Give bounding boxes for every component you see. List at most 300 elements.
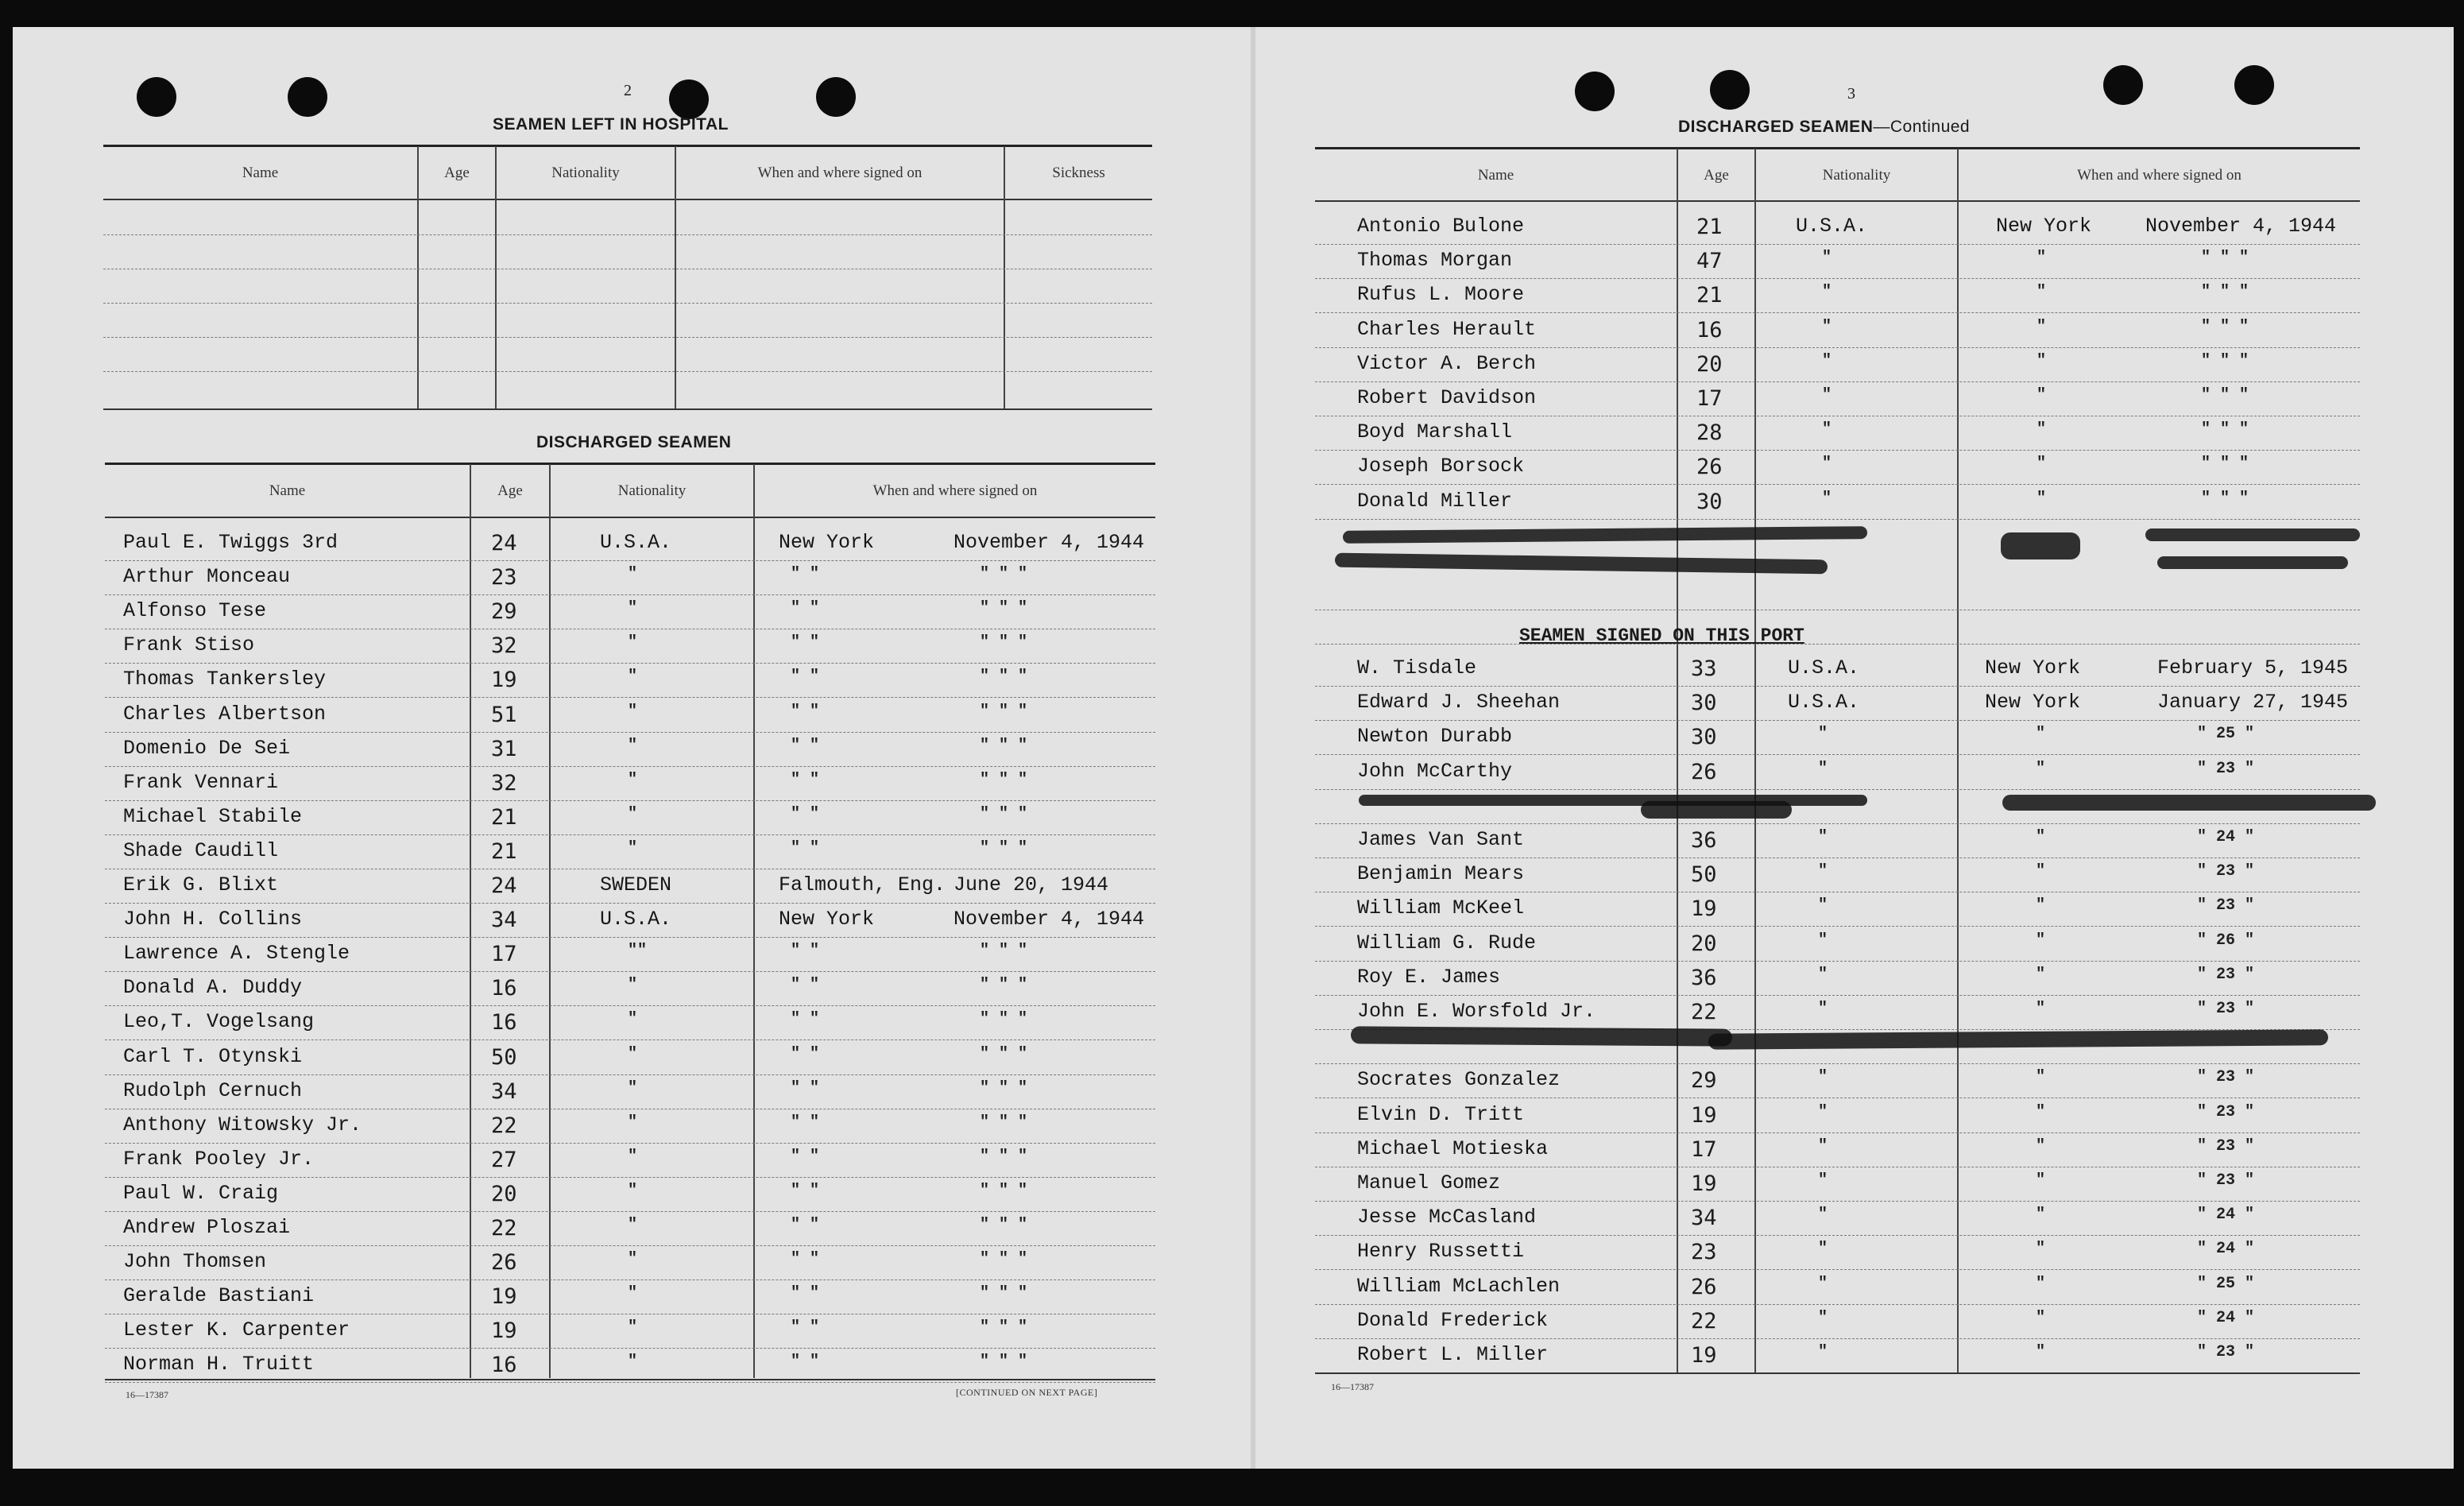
right-col-divider — [1957, 149, 1959, 1372]
discharged-header-signed-on: When and where signed on — [872, 482, 1038, 499]
punch-hole-icon — [1710, 70, 1750, 110]
signed-on-place: " — [2037, 249, 2047, 268]
page-fold — [1251, 27, 1255, 1469]
row-line — [105, 1245, 1155, 1246]
seaman-name: John McCarthy — [1357, 759, 1513, 783]
seaman-name: Newton Durabb — [1357, 725, 1513, 749]
signed-on-place: " — [2036, 965, 2046, 984]
signed-on-date: " " " — [980, 1010, 1028, 1029]
hospital-header-rule — [103, 199, 1152, 200]
seaman-nationality: U.S.A. — [600, 531, 672, 554]
signed-on-place: " " — [791, 1147, 820, 1166]
hospital-row-line — [103, 234, 1152, 235]
signed-on-place: " " — [791, 599, 820, 618]
seaman-nationality: " — [628, 1181, 638, 1200]
signed-on-place: " — [2036, 1068, 2046, 1087]
seaman-name: Boyd Marshall — [1357, 420, 1513, 444]
seaman-name: Henry Russetti — [1357, 1240, 1525, 1264]
signed-on-date: January 27, 1945 — [2157, 691, 2349, 714]
row-line — [105, 1039, 1155, 1040]
signed-on-date: " " " — [2201, 489, 2249, 508]
signed-on-place: New York — [1985, 656, 2081, 679]
signed-on-place: " " — [791, 1318, 820, 1338]
row-line — [105, 937, 1155, 938]
seaman-nationality: U.S.A. — [600, 908, 672, 931]
seaman-nationality: " — [628, 1078, 638, 1098]
seaman-age: 26 — [1691, 1274, 1717, 1299]
seaman-name: Victor A. Berch — [1357, 351, 1537, 375]
discharged-header-age: Age — [497, 482, 523, 499]
seaman-age: 34 — [491, 908, 517, 933]
row-line — [105, 732, 1155, 733]
signed-on-date: " " " — [980, 1147, 1028, 1166]
seaman-age: 21 — [1696, 283, 1723, 308]
seaman-age: 50 — [1691, 862, 1717, 888]
seaman-name: Andrew Ploszai — [123, 1216, 291, 1239]
signed-on-date: " " " — [980, 633, 1028, 652]
seaman-name: Donald Frederick — [1357, 1308, 1549, 1332]
seaman-age: 20 — [1696, 351, 1723, 377]
seaman-age: 30 — [1696, 489, 1723, 514]
signed-on-place: " — [2036, 1136, 2046, 1156]
seaman-nationality: " — [1822, 420, 1832, 439]
seaman-nationality: " — [1818, 1000, 1828, 1018]
signed-on-place: " " — [791, 804, 820, 823]
right-title-suffix: —Continued — [1873, 118, 1971, 136]
signed-on-place: " " — [791, 1181, 820, 1200]
seaman-name: Arthur Monceau — [123, 565, 291, 589]
seaman-age: 26 — [491, 1250, 517, 1276]
seaman-nationality: " — [628, 1010, 638, 1029]
signed-on-place: " — [2036, 725, 2046, 744]
row-line — [1315, 1269, 2360, 1270]
seaman-age: 26 — [1696, 455, 1723, 480]
seaman-name: John Thomsen — [123, 1250, 267, 1274]
signed-on-place: " — [2036, 896, 2046, 916]
seaman-age: 30 — [1691, 691, 1717, 716]
seaman-age: 17 — [491, 942, 517, 967]
discharged-title: DISCHARGED SEAMEN — [536, 433, 732, 451]
seaman-age: 20 — [1691, 931, 1717, 956]
signed-on-place: " — [2036, 1240, 2046, 1259]
signed-on-date: " 23 " — [2197, 862, 2255, 881]
signed-on-place: " " — [791, 1010, 820, 1029]
hospital-header-age: Age — [444, 165, 470, 181]
right-header-rule — [1315, 200, 2360, 202]
seaman-name: Socrates Gonzalez — [1357, 1068, 1561, 1092]
signed-on-date: " 24 " — [2197, 1308, 2255, 1327]
row-line — [1315, 1201, 2360, 1202]
signed-on-place: " — [2037, 283, 2047, 302]
discharged-header-name: Name — [269, 482, 306, 499]
row-line — [1315, 381, 2360, 382]
row-line — [1315, 244, 2360, 245]
row-line — [1315, 450, 2360, 451]
seaman-age: 28 — [1696, 420, 1723, 446]
seaman-name: W. Tisdale — [1357, 656, 1477, 679]
signed-on-date: " " " — [980, 1181, 1028, 1200]
seaman-name: Domenio De Sei — [123, 736, 291, 760]
seaman-name: Charles Albertson — [123, 702, 327, 726]
signed-on-date: " " " — [980, 1250, 1028, 1269]
row-line — [105, 697, 1155, 698]
punch-hole-icon — [2234, 65, 2274, 105]
seaman-nationality: " — [628, 1250, 638, 1269]
signed-on-date: " " " — [980, 1318, 1028, 1338]
seaman-name: William G. Rude — [1357, 931, 1537, 954]
crossed-out-entry — [1351, 1026, 1732, 1046]
seaman-age: 16 — [1696, 317, 1723, 343]
signed-on-place: " — [2037, 455, 2047, 474]
seaman-age: 31 — [491, 736, 517, 761]
signed-on-date: " " " — [980, 1113, 1028, 1132]
signed-on-date: " 23 " — [2197, 965, 2255, 984]
seaman-name: William McLachlen — [1357, 1274, 1561, 1298]
row-line — [1315, 484, 2360, 485]
row-line — [1315, 519, 2360, 520]
signed-on-date: " " " — [980, 1353, 1028, 1372]
seaman-name: Thomas Tankersley — [123, 668, 327, 691]
seaman-age: 24 — [491, 531, 517, 556]
seaman-name: Edward J. Sheehan — [1357, 691, 1561, 714]
signed-on-place: " — [2036, 1171, 2046, 1190]
signed-on-date: " 24 " — [2197, 1240, 2255, 1259]
punch-hole-icon — [288, 77, 327, 117]
signed-on-place: " " — [791, 736, 820, 755]
seaman-nationality: " — [628, 838, 638, 858]
row-line — [1315, 926, 2360, 927]
signed-on-place: " — [2036, 1308, 2046, 1327]
seaman-nationality: U.S.A. — [1796, 215, 1868, 238]
seaman-nationality: " — [628, 1353, 638, 1372]
row-line — [105, 1177, 1155, 1178]
signed-on-place: " — [2036, 1343, 2046, 1361]
seaman-name: Charles Herault — [1357, 317, 1537, 341]
seaman-name: Geralde Bastiani — [123, 1284, 315, 1308]
signed-on-date: " 23 " — [2197, 896, 2255, 916]
crossed-out-entry — [2145, 528, 2360, 541]
signed-on-date: " " " — [980, 1216, 1028, 1234]
signed-on-place: " " — [791, 838, 820, 858]
signed-on-place: " " — [791, 1216, 820, 1234]
seaman-age: 30 — [1691, 725, 1717, 750]
signed-on-place: " " — [791, 1353, 820, 1372]
right-title-main: DISCHARGED SEAMEN — [1678, 118, 1874, 136]
seaman-age: 20 — [491, 1181, 517, 1206]
signed-on-date: " " " — [2201, 283, 2249, 302]
signed-on-place: " " — [791, 1113, 820, 1132]
seaman-nationality: " — [628, 1318, 638, 1338]
hospital-row-line — [103, 371, 1152, 372]
punch-hole-icon — [669, 79, 709, 119]
right-header-name: Name — [1477, 167, 1514, 184]
hospital-col-divider — [417, 146, 419, 408]
signed-on-date: November 4, 1944 — [2145, 215, 2337, 238]
signed-on-place: " " — [791, 633, 820, 652]
seaman-nationality: " — [1818, 965, 1828, 984]
seaman-name: Anthony Witowsky Jr. — [123, 1113, 362, 1136]
row-line — [105, 903, 1155, 904]
row-line — [105, 1211, 1155, 1212]
seaman-nationality: " — [1818, 896, 1828, 916]
signed-on-date: June 20, 1944 — [953, 873, 1109, 896]
signed-on-date: " " " — [980, 565, 1028, 584]
seaman-nationality: " — [628, 702, 638, 721]
seaman-name: William McKeel — [1357, 896, 1525, 920]
seaman-name: James Van Sant — [1357, 828, 1525, 851]
row-line — [1315, 1235, 2360, 1236]
seaman-nationality: " — [1818, 862, 1828, 881]
right-header-signed-on: When and where signed on — [2077, 167, 2242, 184]
hospital-col-divider — [675, 146, 676, 408]
seaman-age: 33 — [1691, 656, 1717, 681]
hospital-header-nationality: Nationality — [551, 165, 620, 181]
signed-on-place: Falmouth, Eng. — [779, 873, 946, 896]
signed-on-date: " 25 " — [2197, 725, 2255, 744]
discharged-col-divider — [549, 464, 551, 1378]
seaman-nationality: " — [1818, 1274, 1828, 1293]
row-line — [1315, 754, 2360, 755]
seaman-nationality: " — [1818, 759, 1828, 778]
seaman-nationality: " — [628, 565, 638, 584]
row-line — [1315, 686, 2360, 687]
hospital-bottom-rule — [103, 408, 1152, 410]
form-number-left: 16—17387 — [126, 1389, 168, 1400]
row-line — [105, 594, 1155, 595]
row-line — [1315, 347, 2360, 348]
discharged-header-rule — [105, 517, 1155, 518]
right-header-age: Age — [1704, 167, 1729, 184]
seaman-nationality: " — [628, 1147, 638, 1166]
signed-on-date: " 23 " — [2197, 1171, 2255, 1190]
signed-on-place: " — [2036, 828, 2046, 846]
seaman-nationality: " — [1818, 1171, 1828, 1190]
signed-on-place: " — [2036, 1102, 2046, 1121]
seaman-name: Rudolph Cernuch — [123, 1078, 303, 1102]
seaman-name: Lester K. Carpenter — [123, 1318, 350, 1342]
seaman-nationality: " — [1822, 489, 1832, 508]
right-col-divider — [1677, 149, 1678, 1372]
signed-on-place: " — [2036, 931, 2046, 950]
signed-on-place: " — [2037, 489, 2047, 508]
hospital-header-signed-on: When and where signed on — [757, 165, 923, 181]
right-header-nationality: Nationality — [1822, 167, 1891, 184]
seaman-name: Frank Pooley Jr. — [123, 1147, 315, 1171]
seaman-age: 26 — [1691, 759, 1717, 784]
seaman-name: Paul E. Twiggs 3rd — [123, 531, 338, 554]
seaman-nationality: " — [628, 1216, 638, 1234]
hospital-col-divider — [495, 146, 497, 408]
seaman-name: Paul W. Craig — [123, 1181, 279, 1205]
page-number-right: 3 — [1847, 85, 1855, 103]
hospital-col-divider — [1004, 146, 1005, 408]
seaman-age: 32 — [491, 633, 517, 659]
signed-on-title: SEAMEN SIGNED ON THIS PORT — [1519, 625, 1804, 646]
seaman-name: Manuel Gomez — [1357, 1171, 1501, 1194]
seaman-name: John E. Worsfold Jr. — [1357, 1000, 1596, 1023]
signed-on-date: " " " — [980, 1078, 1028, 1098]
seaman-age: 29 — [491, 599, 517, 625]
signed-on-date: November 4, 1944 — [953, 908, 1145, 931]
seaman-nationality: " — [628, 668, 638, 687]
row-line — [105, 1143, 1155, 1144]
signed-on-date: " 23 " — [2197, 1343, 2255, 1361]
hospital-header-sickness: Sickness — [1052, 165, 1105, 181]
signed-on-place: " — [2037, 386, 2047, 405]
seaman-age: 47 — [1696, 249, 1723, 274]
seaman-age: 16 — [491, 976, 517, 1001]
seaman-name: John H. Collins — [123, 908, 303, 931]
row-line — [105, 1074, 1155, 1075]
seaman-name: Frank Stiso — [123, 633, 255, 657]
signed-on-date: November 4, 1944 — [953, 531, 1145, 554]
row-line — [105, 800, 1155, 801]
seaman-age: 17 — [1691, 1136, 1717, 1162]
seaman-nationality: " — [1818, 1240, 1828, 1259]
seaman-age: 50 — [491, 1044, 517, 1070]
seaman-nationality: " — [1822, 455, 1832, 474]
seaman-nationality: " — [1818, 1343, 1828, 1361]
seaman-name: Michael Stabile — [123, 804, 303, 828]
row-line — [1315, 1132, 2360, 1133]
right-bottom-rule — [1315, 1372, 2360, 1374]
seaman-name: Elvin D. Tritt — [1357, 1102, 1525, 1126]
hospital-header-name: Name — [242, 165, 279, 181]
seaman-nationality: " — [628, 770, 638, 789]
signed-on-place: " — [2036, 1000, 2046, 1018]
seaman-name: Lawrence A. Stengle — [123, 942, 350, 966]
seaman-name: Rufus L. Moore — [1357, 283, 1525, 307]
row-line — [105, 1005, 1155, 1006]
signed-on-date: " " " — [2201, 249, 2249, 268]
signed-on-place: New York — [779, 531, 875, 554]
punch-hole-icon — [816, 77, 856, 117]
seaman-age: 19 — [1691, 1343, 1717, 1368]
row-line — [1315, 644, 2360, 645]
signed-on-place: " " — [791, 1044, 820, 1063]
row-line — [1315, 278, 2360, 279]
seaman-age: 36 — [1691, 965, 1717, 990]
seaman-age: 22 — [1691, 1308, 1717, 1334]
seaman-name: Alfonso Tese — [123, 599, 267, 623]
signed-on-place: " — [2036, 862, 2046, 881]
right-top-rule — [1315, 147, 2360, 149]
seaman-nationality: " — [1818, 1308, 1828, 1327]
signed-on-date: " " " — [980, 1044, 1028, 1063]
seaman-age: 22 — [491, 1216, 517, 1241]
seaman-nationality: " — [1822, 317, 1832, 336]
crossed-out-entry — [2001, 532, 2080, 559]
seaman-age: 16 — [491, 1353, 517, 1378]
signed-on-date: February 5, 1945 — [2157, 656, 2349, 679]
signed-on-date: " 23 " — [2197, 1068, 2255, 1087]
seaman-nationality: " — [1818, 828, 1828, 846]
seaman-nationality: " — [628, 736, 638, 755]
punch-hole-icon — [1575, 72, 1615, 111]
seaman-nationality: U.S.A. — [1788, 656, 1860, 679]
signed-on-date: " " " — [980, 942, 1028, 961]
signed-on-date: " " " — [980, 838, 1028, 858]
seaman-age: 21 — [491, 838, 517, 864]
signed-on-date: " 23 " — [2197, 1102, 2255, 1121]
row-line — [105, 1382, 1155, 1383]
signed-on-date: " " " — [2201, 386, 2249, 405]
row-line — [1315, 1304, 2360, 1305]
discharged-col-divider — [753, 464, 755, 1378]
punch-hole-icon — [2103, 65, 2143, 105]
seaman-nationality: " — [628, 599, 638, 618]
row-line — [1315, 1063, 2360, 1064]
signed-on-place: " — [2036, 759, 2046, 778]
seaman-age: 36 — [1691, 828, 1717, 853]
row-line — [105, 834, 1155, 835]
seaman-age: 16 — [491, 1010, 517, 1036]
seaman-nationality: " — [628, 804, 638, 823]
punch-hole-icon — [137, 77, 176, 117]
seaman-age: 19 — [1691, 1171, 1717, 1196]
signed-on-date: " " " — [980, 770, 1028, 789]
row-line — [105, 766, 1155, 767]
seaman-nationality: " — [628, 976, 638, 995]
discharged-header-nationality: Nationality — [617, 482, 687, 499]
signed-on-date: " " " — [980, 976, 1028, 995]
seaman-age: 23 — [491, 565, 517, 590]
row-line — [1315, 1338, 2360, 1339]
seaman-nationality: " — [1822, 351, 1832, 370]
signed-on-date: " " " — [980, 668, 1028, 687]
seaman-age: 34 — [1691, 1206, 1717, 1231]
discharged-col-divider — [470, 464, 471, 1378]
seaman-name: Benjamin Mears — [1357, 862, 1525, 886]
right-page-title — [1678, 118, 1970, 137]
signed-on-date: " " " — [2201, 455, 2249, 474]
signed-on-date: " 23 " — [2197, 1136, 2255, 1156]
form-number-right: 16—17387 — [1331, 1381, 1374, 1392]
row-line — [105, 1348, 1155, 1349]
seaman-age: 22 — [491, 1113, 517, 1138]
seaman-name: Robert Davidson — [1357, 386, 1537, 409]
hospital-top-rule — [103, 145, 1152, 147]
signed-on-place: " " — [791, 942, 820, 961]
seaman-age: 27 — [491, 1147, 517, 1172]
seaman-nationality: U.S.A. — [1788, 691, 1860, 714]
signed-on-place: " " — [791, 770, 820, 789]
seaman-age: 19 — [491, 668, 517, 693]
signed-on-date: " 25 " — [2197, 1274, 2255, 1293]
signed-on-date: " 23 " — [2197, 759, 2255, 778]
seaman-nationality: "" — [628, 942, 648, 961]
discharged-top-rule — [105, 463, 1155, 465]
signed-on-place: " — [2036, 1274, 2046, 1293]
crossed-out-entry — [1359, 795, 1867, 806]
seaman-age: 22 — [1691, 1000, 1717, 1024]
signed-on-date: " " " — [2201, 317, 2249, 336]
row-line — [1315, 961, 2360, 962]
signed-on-place: " — [2036, 1206, 2046, 1225]
seaman-age: 19 — [1691, 896, 1717, 922]
signed-on-place: " " — [791, 1250, 820, 1269]
seaman-name: Roy E. James — [1357, 965, 1501, 989]
seaman-age: 19 — [1691, 1102, 1717, 1128]
signed-on-place: " " — [791, 702, 820, 721]
seaman-age: 24 — [491, 873, 517, 898]
page-number-left: 2 — [624, 82, 632, 99]
signed-on-date: " " " — [980, 1284, 1028, 1303]
seaman-name: Jesse McCasland — [1357, 1206, 1537, 1229]
seaman-name: Thomas Morgan — [1357, 249, 1513, 273]
row-line — [105, 971, 1155, 972]
seaman-name: Norman H. Truitt — [123, 1353, 315, 1376]
